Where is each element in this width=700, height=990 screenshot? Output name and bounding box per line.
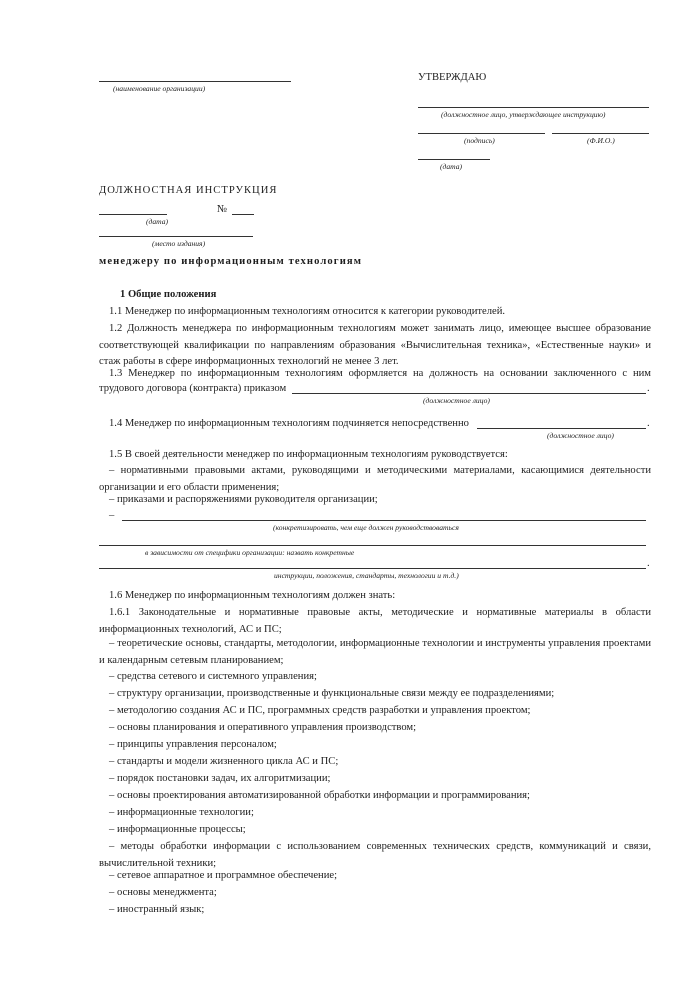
supervisor-end-period: . [647,418,650,429]
other-guidance-caption-1: (конкретизировать, чем еще должен руководствоваться [273,523,459,532]
approve-date-caption: (дата) [440,162,463,171]
paragraph-1-5: 1.5 В своей деятельности менеджер по информационным технологиям руководствуется: [109,449,508,460]
list-item: – иностранный язык; [109,904,205,915]
signature-caption: (подпись) [464,136,495,145]
list-item: – информационные технологии; [109,807,254,818]
doc-type: ДОЛЖНОСТНАЯ ИНСТРУКЦИЯ [99,185,278,196]
order-line [292,393,646,394]
other-guidance-caption-3: инструкции, положения, стандарты, технологии и т.д.) [274,571,459,580]
list-item: – теоретические основы, стандарты, методологии, информационные технологии и инструменты управления проектами и календарным сетевым планированием; [99,638,651,666]
approve-label: УТВЕРЖДАЮ [418,72,487,83]
list-item: – средства сетевого и системного управления; [109,671,317,682]
fio-caption: (Ф.И.О.) [587,136,615,145]
list-item: – сетевое аппаратное и программное обеспечение; [109,870,338,881]
approver-position-line [418,107,649,108]
other-guidance-dash: – [109,510,115,521]
fio-line [552,133,649,134]
list-item: – информационные процессы; [109,824,246,835]
section-heading: 1 Общие положения [120,289,217,300]
order-line-caption: (должностное лицо) [423,396,490,405]
doc-title: менеджеру по информационным технологиям [99,256,363,267]
paragraph-1-2: 1.2 Должность менеджера по информационным технологиям может занимать лицо, имеющее высшее образование соответствующей квалификации по направлениям образования «Вычислительная техника», «Естественные науки» и стаж работы в сфере информационных технологий не менее 3 лет. [99,323,651,368]
place-line [99,236,253,237]
doc-number-line [232,214,254,215]
order-end-period: . [647,383,650,394]
approve-date-line [418,159,490,160]
other-guidance-line-1 [122,520,646,521]
supervisor-caption: (должностное лицо) [547,431,614,440]
list-item: – методологию создания АС и ПС, программных средств разработки и управления проектом; [109,705,531,716]
paragraph-1-4: 1.4 Менеджер по информационным технологиям подчиняется непосредственно [109,418,469,429]
other-guidance-line-2 [99,545,646,546]
paragraph-1-5-a: – нормативными правовыми актами, руководящими и методическими материалами, касающимися деятельности организации и его области применения; [99,465,651,493]
list-item: – основы менеджмента; [109,887,217,898]
paragraph-1-1: 1.1 Менеджер по информационным технологиям относится к категории руководителей. [109,306,506,317]
doc-date-caption: (дата) [146,217,169,226]
list-item: – структуру организации, производственные и функциональные связи между ее подразделениями; [109,688,555,699]
list-item: – порядок постановки задач, их алгоритмизации; [109,773,331,784]
paragraph-1-3: 1.3 Менеджер по информационным технологиям оформляется на должность на основании заключенного с ним [109,368,651,379]
signature-line [418,133,545,134]
paragraph-1-5-b: – приказами и распоряжениями руководителя организации; [109,494,378,505]
place-caption: (место издания) [152,239,206,248]
other-guidance-line-3 [99,568,646,569]
doc-number-sign: № [217,204,228,215]
paragraph-1-6-1: 1.6.1 Законодательные и нормативные правовые акты, методические и нормативные материалы в области информационных технологий, АС и ПС; [99,607,651,635]
org-name-line [99,81,291,82]
org-name-caption: (наименование организации) [113,84,206,93]
supervisor-line [477,428,646,429]
other-guidance-caption-2: в зависимости от специфики организации: назвать конкретные [145,548,355,557]
paragraph-1-3-cont: трудового договора (контракта) приказом [99,383,287,394]
list-item: – основы проектирования автоматизированной обработки информации и программирования; [109,790,530,801]
approver-position-caption: (должностное лицо, утверждающее инструкцию) [441,110,606,119]
list-item: – методы обработки информации с использованием современных технических средств, коммуникаций и связи, вычислительной техники; [99,841,651,869]
paragraph-1-6: 1.6 Менеджер по информационным технологиям должен знать: [109,590,396,601]
doc-date-line [99,214,167,215]
other-guidance-end-period: . [647,558,650,569]
list-item: – стандарты и модели жизненного цикла АС и ПС; [109,756,339,767]
list-item: – основы планирования и оперативного управления производством; [109,722,417,733]
list-item: – принципы управления персоналом; [109,739,277,750]
